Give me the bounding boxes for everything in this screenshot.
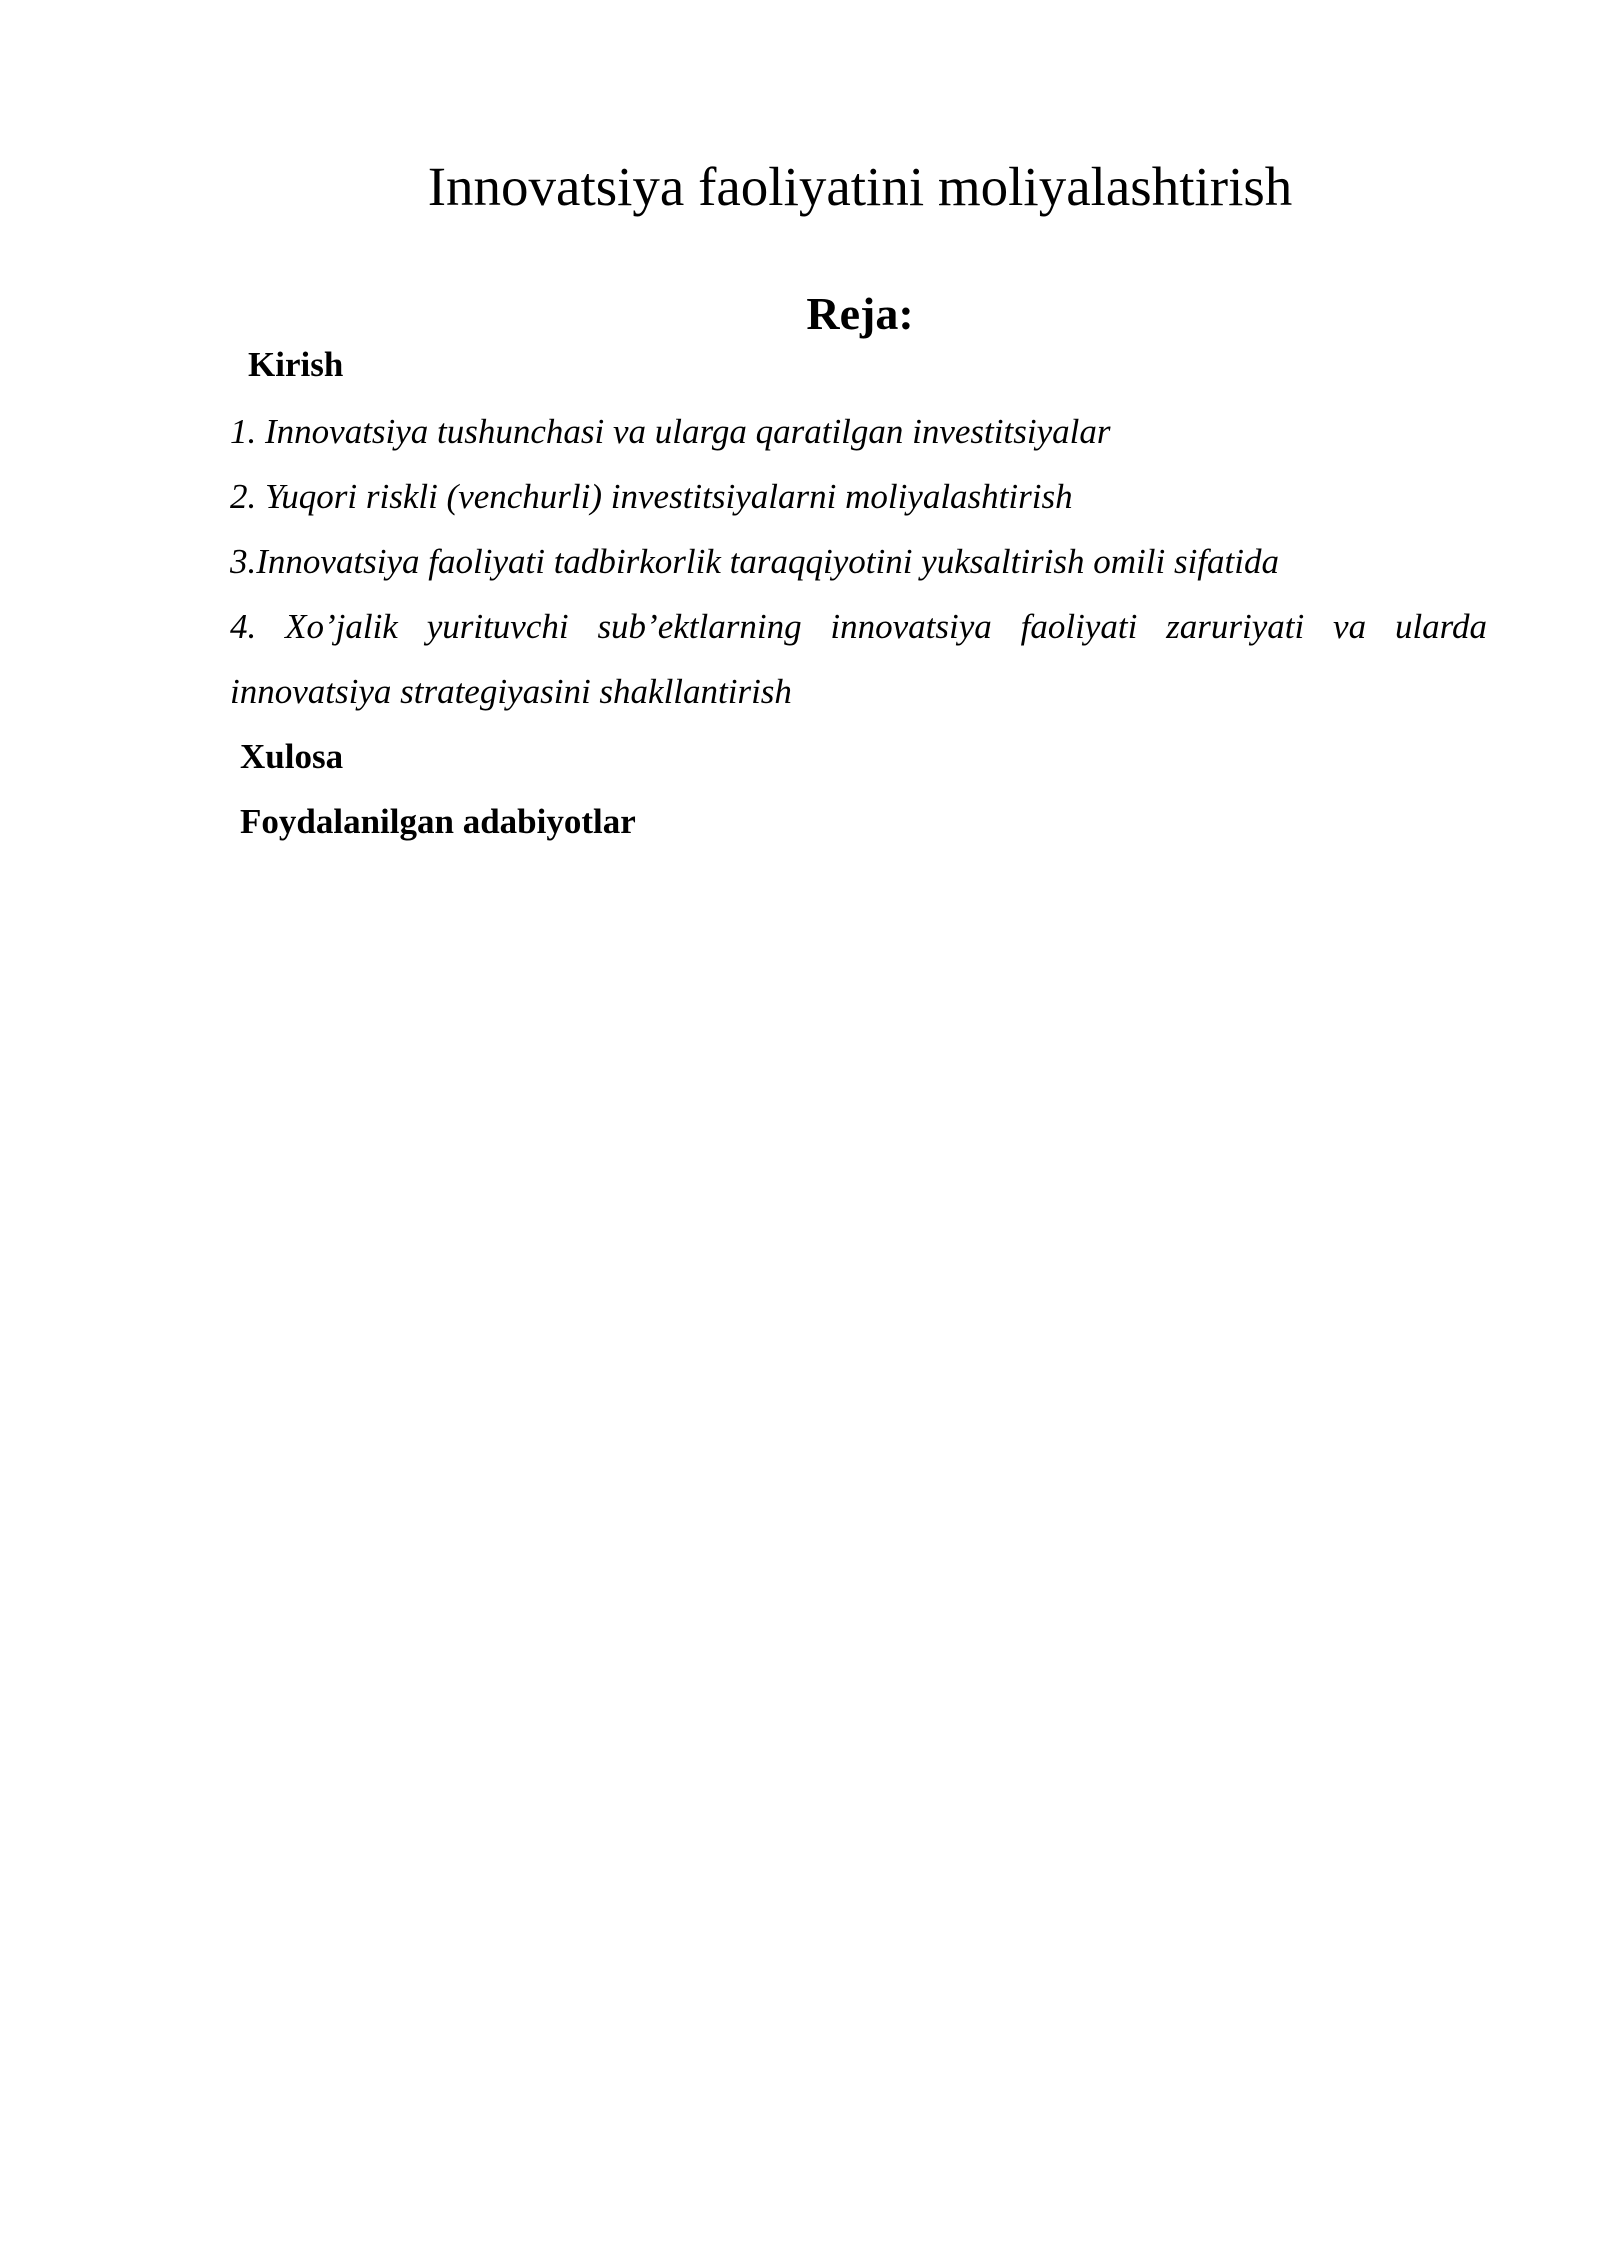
plan-heading: Reja: (806, 288, 914, 339)
plan-item-4: 4. Xo’jalik yurituvchi sub’ektlarning innovatsiya faoliyati zaruriyati va ularda (230, 607, 1487, 646)
plan-item-references: Foydalanilgan adabiyotlar (240, 802, 636, 841)
plan-item-3: 3.Innovatsiya faoliyati tadbirkorlik taraqqiyotini yuksaltirish omili sifatida (230, 542, 1279, 581)
plan-item-intro: Kirish (248, 345, 344, 384)
plan-item-2: 2. Yuqori riskli (venchurli) investitsiyalarni moliyalashtirish (230, 477, 1073, 516)
plan-item-conclusion: Xulosa (240, 737, 344, 776)
document-title: Innovatsiya faoliyatini moliyalashtirish (427, 156, 1293, 217)
plan-item-1: 1. Innovatsiya tushunchasi va ularga qaratilgan investitsiyalar (230, 412, 1111, 451)
plan-item-4-continuation: innovatsiya strategiyasini shakllantirish (230, 672, 792, 711)
